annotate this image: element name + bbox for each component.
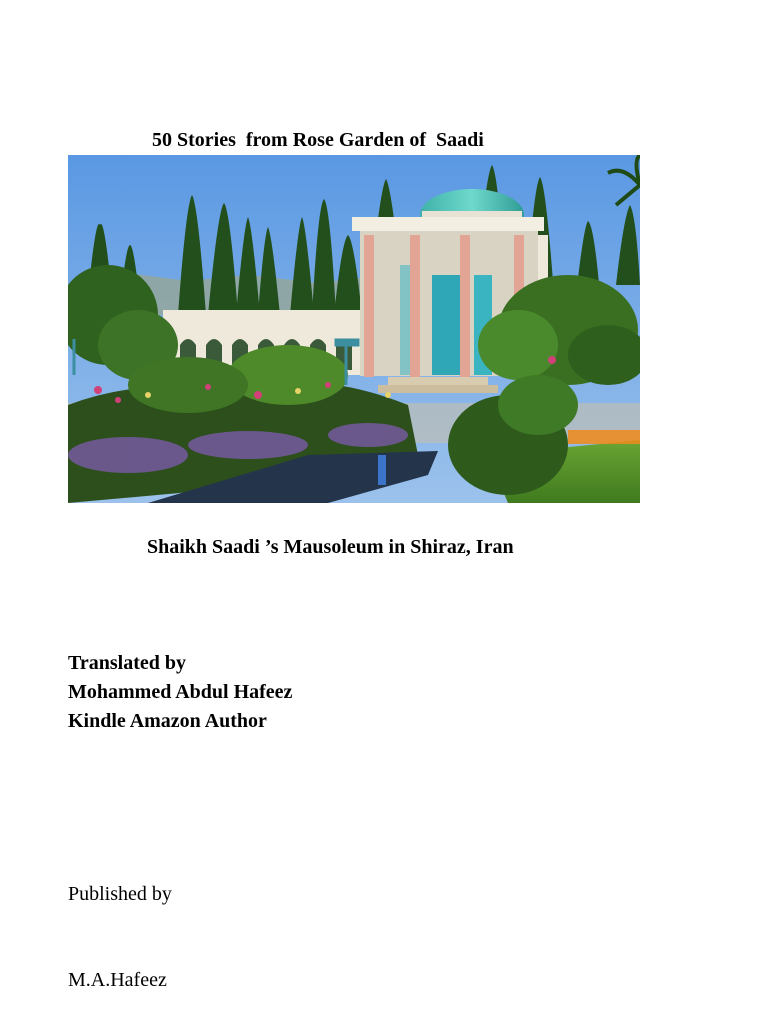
mausoleum-photo [68, 155, 640, 503]
translated-by-label: Translated by [68, 652, 186, 674]
image-caption: Shaikh Saadi ’s Mausoleum in Shiraz, Iran [147, 536, 514, 558]
credits-block [68, 649, 292, 736]
publisher-name: M.A.Hafeez [68, 969, 167, 991]
published-by-label: Published by [68, 883, 172, 905]
document-title: 50 Stories from Rose Garden of Saadi [152, 129, 484, 151]
author-note: Kindle Amazon Author [68, 710, 267, 732]
translator-name: Mohammed Abdul Hafeez [68, 681, 293, 703]
